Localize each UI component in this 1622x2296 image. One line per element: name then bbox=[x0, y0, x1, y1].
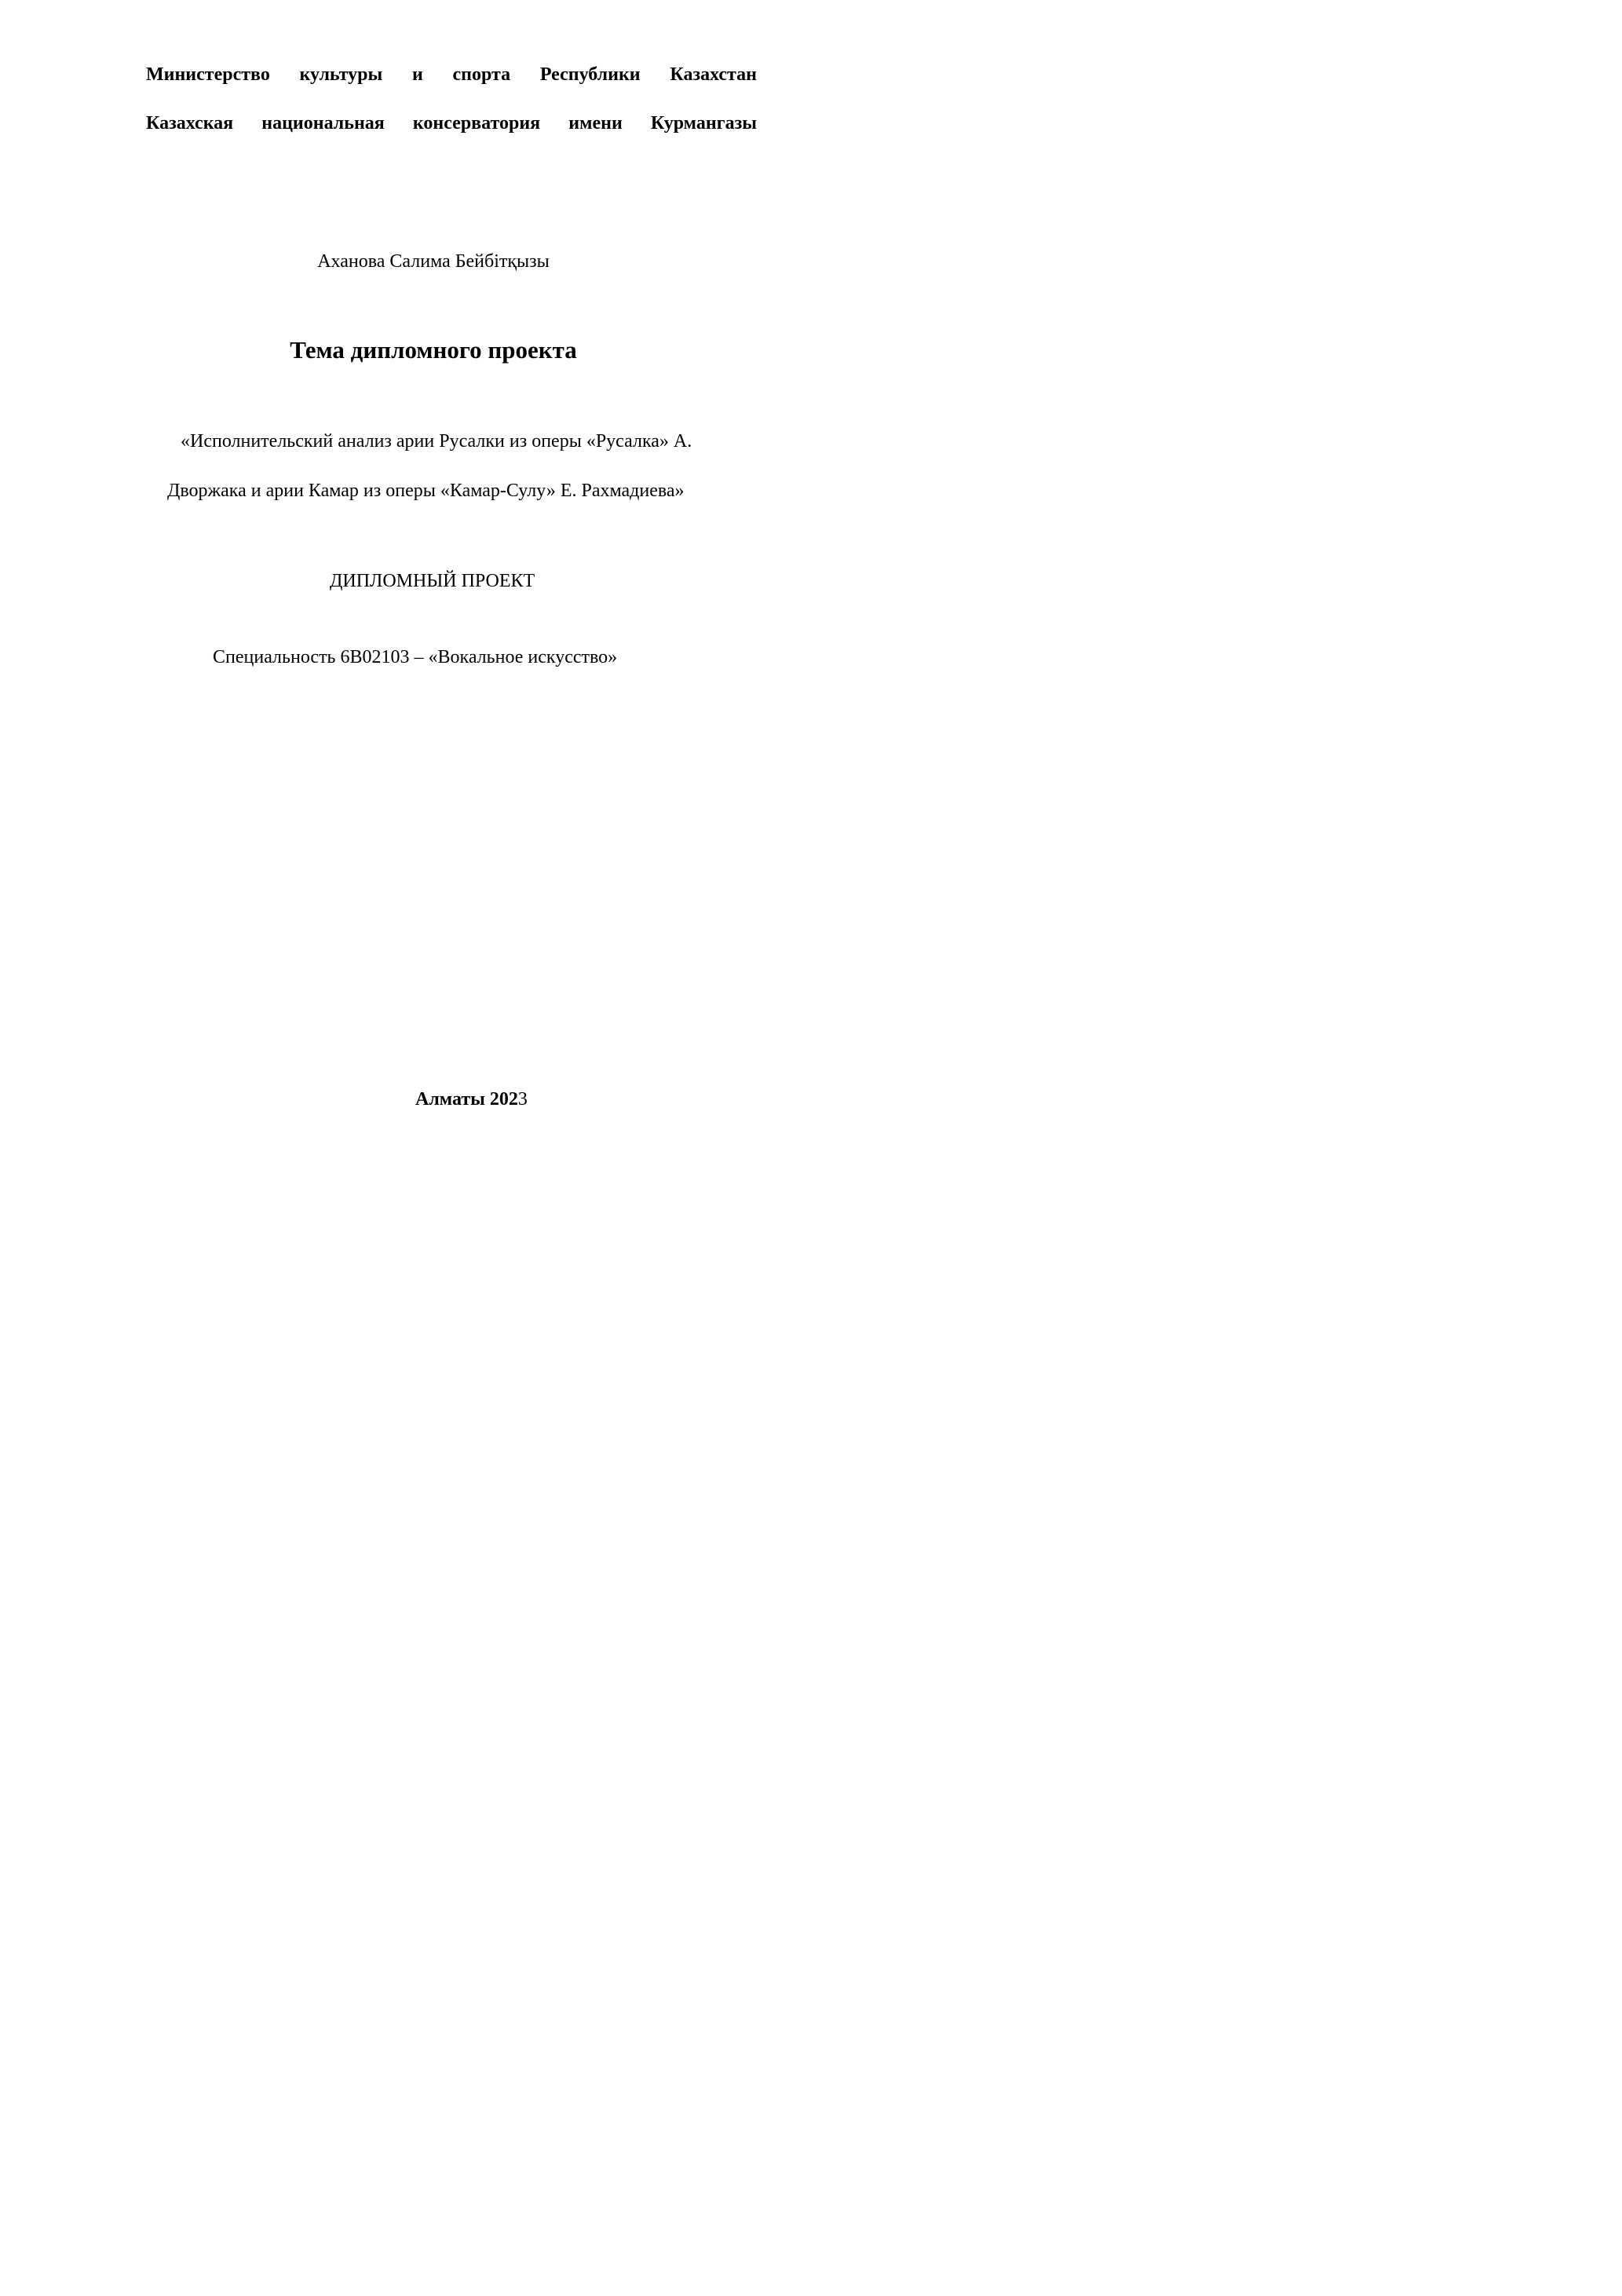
conservatory-word: консерватория bbox=[412, 113, 541, 133]
conservatory-word: Курмангазы bbox=[650, 113, 757, 133]
specialty: Специальность 6В02103 – «Вокальное искусство» bbox=[213, 647, 618, 667]
theme-heading: Тема дипломного проекта bbox=[290, 336, 577, 364]
ministry-word: и bbox=[411, 64, 423, 85]
author-name: Аханова Салима Бейбітқызы bbox=[317, 251, 550, 272]
topic-line-2: Дворжака и арии Камар из оперы «Камар-Сулу» Е. Рахмадиева» bbox=[167, 481, 685, 501]
conservatory-line bbox=[146, 113, 757, 134]
ministry-word: Министерство bbox=[146, 64, 270, 85]
conservatory-word: Казахская bbox=[146, 113, 234, 133]
ministry-word: Республики bbox=[539, 64, 641, 85]
ministry-word: культуры bbox=[299, 64, 383, 85]
document-type: ДИПЛОМНЫЙ ПРОЕКТ bbox=[330, 571, 535, 591]
conservatory-word: имени bbox=[568, 113, 623, 133]
ministry-line bbox=[146, 64, 757, 86]
ministry-word: Казахстан bbox=[670, 64, 757, 85]
conservatory-word: национальная bbox=[261, 113, 385, 133]
topic-line-1: «Исполнительский анализ арии Русалки из оперы «Русалка» А. bbox=[181, 431, 692, 452]
city-year-bold: Алматы 202 bbox=[415, 1089, 518, 1110]
city-year bbox=[415, 1089, 528, 1110]
city-year-regular: 3 bbox=[517, 1089, 528, 1110]
ministry-word: спорта bbox=[452, 64, 511, 85]
